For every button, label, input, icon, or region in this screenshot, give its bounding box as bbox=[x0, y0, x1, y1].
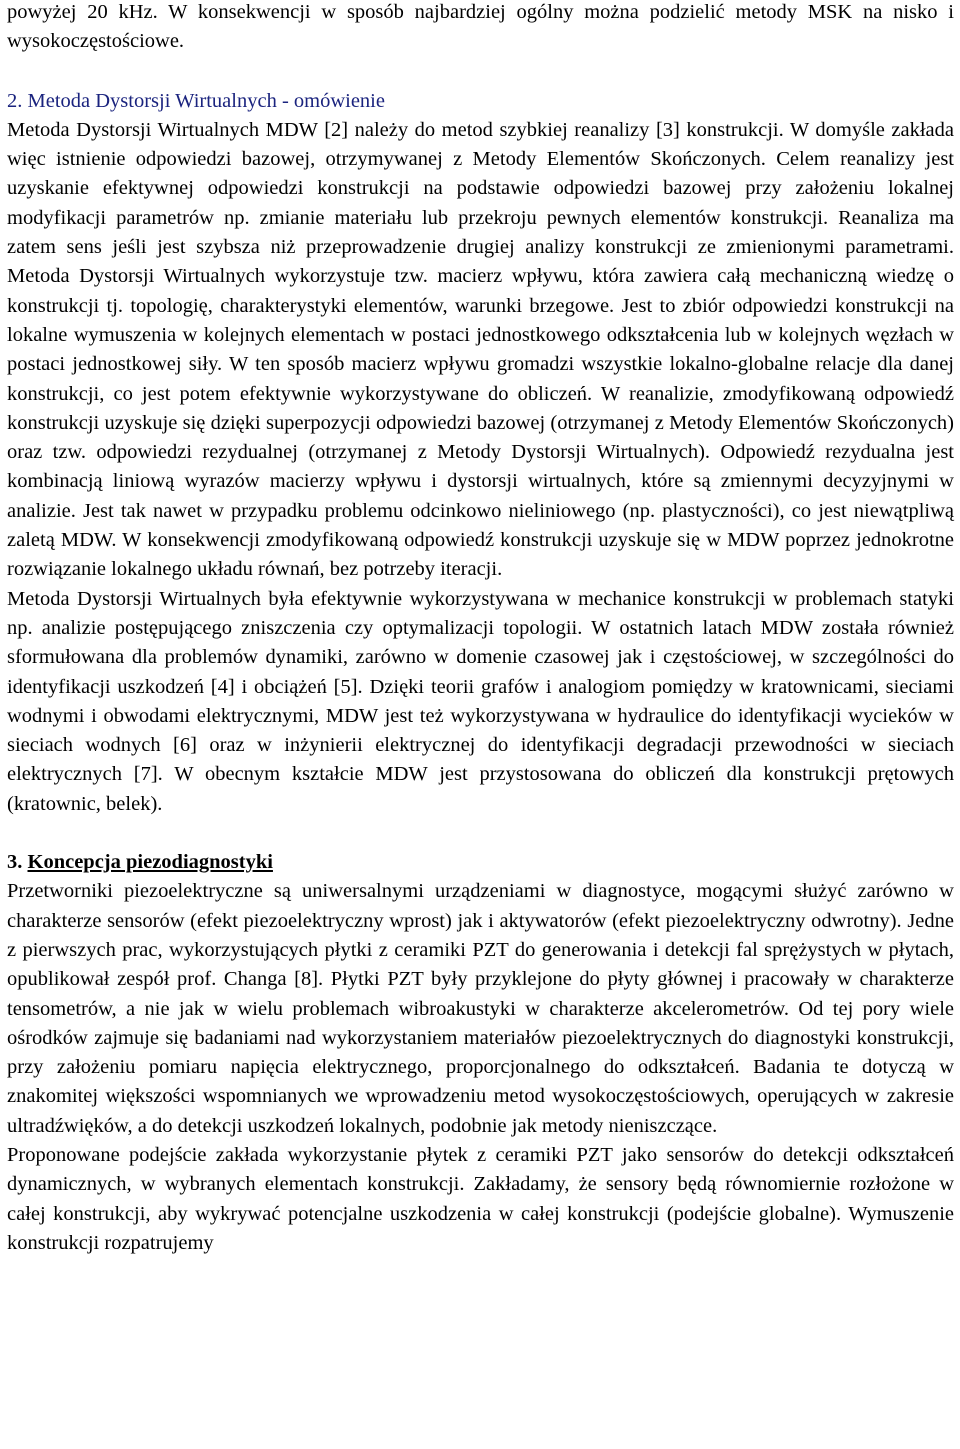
section-2-paragraph-2: Metoda Dystorsji Wirtualnych była efektywnie wykorzystywana w mechanice konstrukcji w problemach statyki np. analizie postępującego zniszczenia czy optymalizacji topologii. W ostatnich latach MDW została również sformułowana dla problemów dynamiki, zarówno w domenie czasowej jak i częstościowej, w szczególności do identyfikacji uszkodzeń [4] i obciążeń [5]. Dzięki teorii grafów i analogiom pomiędzy w kratownicami, sieciami wodnymi i obwodami elektrycznymi, MDW jest też wykorzystywana w hydraulice do identyfikacji wycieków w sieciach wodnych [6] oraz w inżynierii elektrycznej do identyfikacji degradacji przewodności w sieciach elektrycznych [7]. W obecnym kształcie MDW jest przystosowana do obliczeń dla konstrukcji prętowych (kratownic, belek). bbox=[7, 587, 954, 815]
intro-paragraph: powyżej 20 kHz. W konsekwencji w sposób najbardziej ogólny można podzielić metody MSK na nisko i wysokoczęstościowe. bbox=[7, 1, 954, 53]
section-3-number: 3. bbox=[7, 851, 23, 874]
section-2-heading bbox=[7, 87, 954, 116]
section-3-title: Koncepcja piezodiagnostyki bbox=[27, 851, 273, 874]
document-page bbox=[7, 0, 954, 1258]
section-3-heading bbox=[7, 848, 954, 877]
section-2-paragraph-1: Metoda Dystorsji Wirtualnych MDW [2] należy do metod szybkiej reanalizy [3] konstrukcji. W domyśle zakłada więc istnienie odpowiedzi bazowej, otrzymywanej z Metody Elementów Skończonych. Celem reanalizy jest uzyskanie efektywnej odpowiedzi konstrukcji na podstawie odpowiedzi bazowej przy założeniu lokalnej modyfikacji parametrów np. zmianie materiału lub przekroju pewnych elementów konstrukcji. Reanaliza ma zatem sens jeśli jest szybsza niż przeprowadzenie drugiej analizy konstrukcji ze zmienionymi parametrami. Metoda Dystorsji Wirtualnych wykorzystuje tzw. macierz wpływu, która zawiera całą mechaniczną wiedzę o konstrukcji tj. topologię, charakterystyki elementów, warunki brzegowe. Jest to zbiór odpowiedzi konstrukcji na lokalne wymuszenia w kolejnych elementach w postaci jednostkowego odkształcenia lub w kolejnych węzłach w postaci jednostkowej siły. W ten sposób macierz wpływu gromadzi wszystkie lokalno-globalne relacje dla danej konstrukcji, co jest potem efektywnie wykorzystywane do obliczeń. W reanalizie, zmodyfikowaną odpowiedź konstrukcji uzyskuje się dzięki superpozycji odpowiedzi bazowej (otrzymanej z Metody Elementów Skończonych) oraz tzw. odpowiedzi rezydualnej (otrzymanej z Metody Dystorsji Wirtualnych). Odpowiedź rezydualna jest kombinacją liniową wyrazów macierzy wpływu i dystorsji wirtualnych, które są zmiennymi decyzyjnymi w analizie. Jest tak nawet w przypadku problemu odcinkowo nieliniowego (np. plastyczności), co jest niewątpliwą zaletą MDW. W konsekwencji zmodyfikowaną odpowiedź konstrukcji uzyskuje się w MDW poprzez jednokrotne rozwiązanie lokalnego układu równań, bez potrzeby iteracji. bbox=[7, 118, 954, 581]
section-3-paragraph-1: Przetworniki piezoelektryczne są uniwersalnymi urządzeniami w diagnostyce, mogącymi służyć zarówno w charakterze sensorów (efekt piezoelektryczny wprost) jak i aktywatorów (efekt piezoelektryczny odwrotny). Jedne z pierwszych prac, wykorzystujących płytki z ceramiki PZT do generowania i detekcji fal sprężystych w płytach, opublikował zespół prof. Changa [8]. Płytki PZT były przyklejone do płyty głównej i pracowały w charakterze tensometrów, a nie jak w wielu problemach wibroakustyki w charakterze akcelerometrów. Od tej pory wiele ośrodków zajmuje się badaniami nad wykorzystaniem materiałów piezoelektrycznych do diagnostyki konstrukcji, przy założeniu pomiaru napięcia elektrycznego, proporcjonalnego do odkształceń. Badania te dotyczą w znakomitej większości wspomnianych we wprowadzeniu metod wysokoczęstościowych, operujących w zakresie ultradźwięków, a do detekcji uszkodzeń lokalnych, podobnie jak metody nieniszczące. bbox=[7, 880, 954, 1137]
section-2-number: 2. bbox=[7, 89, 23, 112]
section-3-paragraph-2: Proponowane podejście zakłada wykorzystanie płytek z ceramiki PZT jako sensorów do detekcji odkształceń dynamicznych, w wybranych elementach konstrukcji. Zakładamy, że sensory będą równomiernie rozłożone w całej konstrukcji, aby wykrywać potencjalne uszkodzenia w całej konstrukcji (podejście globalne). Wymuszenie konstrukcji rozpatrujemy bbox=[7, 1143, 954, 1254]
section-2-title: Metoda Dystorsji Wirtualnych - omówienie bbox=[27, 89, 385, 112]
